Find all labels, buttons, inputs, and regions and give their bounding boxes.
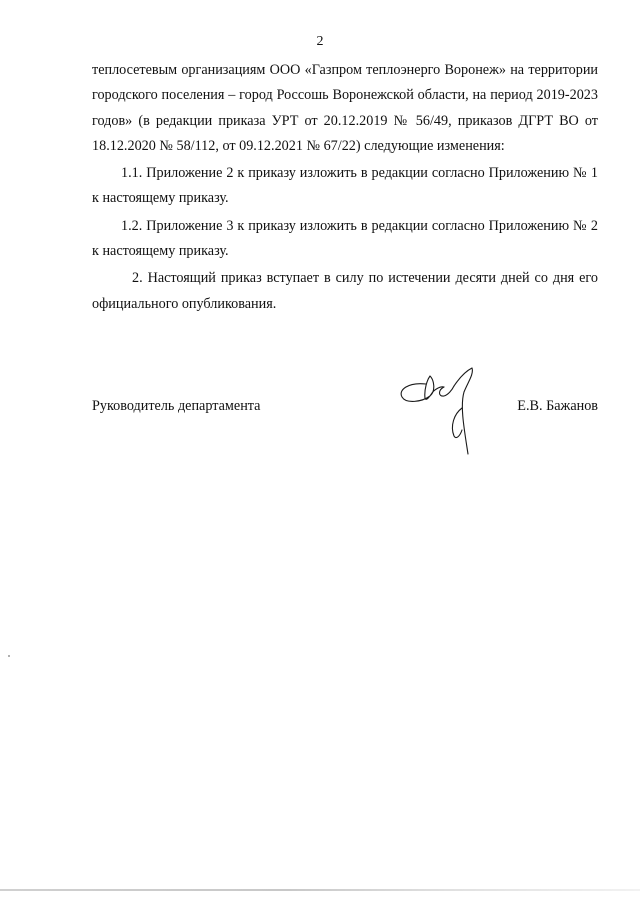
signer-title: Руководитель департамента [92, 398, 261, 414]
handwritten-signature [394, 366, 494, 466]
paragraph-item-1-1: 1.1. Приложение 2 к приказу изложить в редакции согласно Приложению № 1 к настоящему приказу. [92, 165, 598, 207]
paragraph-continuation: теплосетевым организациям ООО «Газпром теплоэнерго Воронеж» на территории городского поселения – город Россошь Воронежской области, на период 2019-2023 годов» (в редакции приказа УРТ от 20.12.2019 № 56/49, приказов ДГРТ ВО от 18.12.2020 № 58/112, от 09.12.2021 № 67/22) следующие изменения: [92, 62, 598, 154]
paragraph-item-2: 2. Настоящий приказ вступает в силу по истечении десяти дней со дня его официального опубликования. [92, 270, 598, 312]
signature-block [92, 396, 598, 486]
signer-name: Е.В. Бажанов [517, 398, 598, 414]
paragraph-item-1-2: 1.2. Приложение 3 к приказу изложить в редакции согласно Приложению № 2 к настоящему приказу. [92, 217, 598, 260]
page-number: 2 [316, 34, 324, 49]
scan-speck [8, 655, 10, 657]
document-body [92, 58, 598, 317]
scan-bottom-edge [0, 889, 640, 891]
